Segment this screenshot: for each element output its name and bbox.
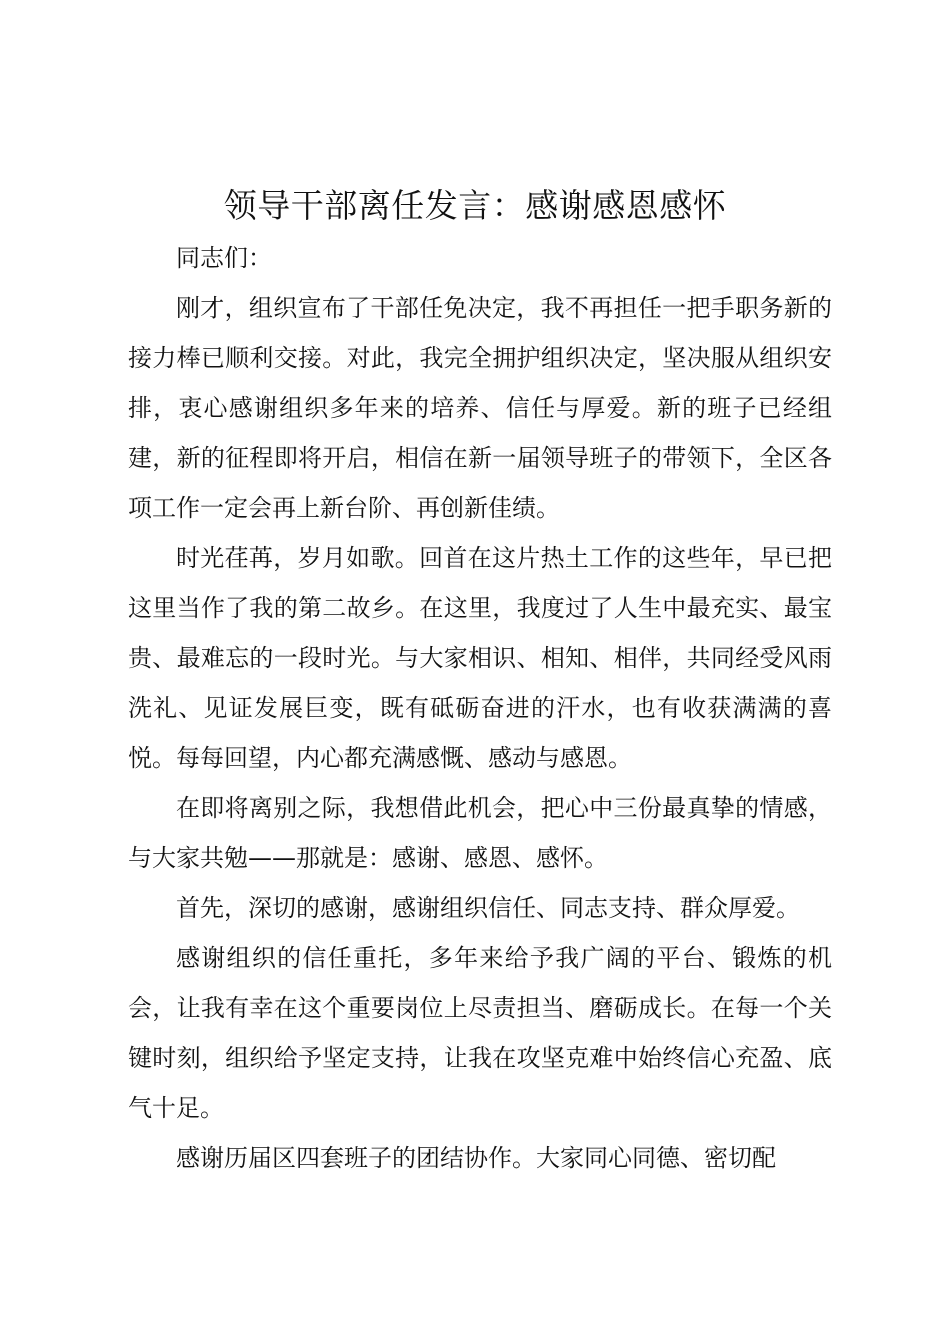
document-body	[128, 233, 832, 1183]
body-paragraph: 感谢历届区四套班子的团结协作。大家同心同德、密切配	[176, 1144, 776, 1172]
body-paragraph: 时光荏苒，岁月如歌。回首在这片热土工作的这些年，早已把这里当作了我的第二故乡。在这里，我度过了人生中最充实、最宝贵、最难忘的一段时光。与大家相识、相知、相伴，共同经受风雨洗礼、见证发展巨变，既有砥砺奋进的汗水，也有收获满满的喜悦。每每回望，内心都充满感慨、感动与感恩。	[128, 544, 832, 772]
document-title: 领导干部离任发言：感谢感恩感怀	[223, 186, 727, 225]
body-paragraph: 首先，深切的感谢，感谢组织信任、同志支持、群众厚爱。	[176, 894, 800, 922]
greeting-paragraph: 同志们：	[176, 244, 272, 272]
body-paragraph: 在即将离别之际，我想借此机会，把心中三份最真挚的情感，与大家共勉——那就是：感谢、感恩、感怀。	[128, 794, 832, 872]
body-paragraph: 刚才，组织宣布了干部任免决定，我不再担任一把手职务新的接力棒已顺利交接。对此，我完全拥护组织决定，坚决服从组织安排，衷心感谢组织多年来的培养、信任与厚爱。新的班子已经组建，新的征程即将开启，相信在新一届领导班子的带领下，全区各项工作一定会再上新台阶、再创新佳绩。	[128, 294, 832, 522]
body-paragraph: 感谢组织的信任重托，多年来给予我广阔的平台、锻炼的机会，让我有幸在这个重要岗位上尽责担当、磨砺成长。在每一个关键时刻，组织给予坚定支持，让我在攻坚克难中始终信心充盈、底气十足。	[128, 944, 832, 1122]
